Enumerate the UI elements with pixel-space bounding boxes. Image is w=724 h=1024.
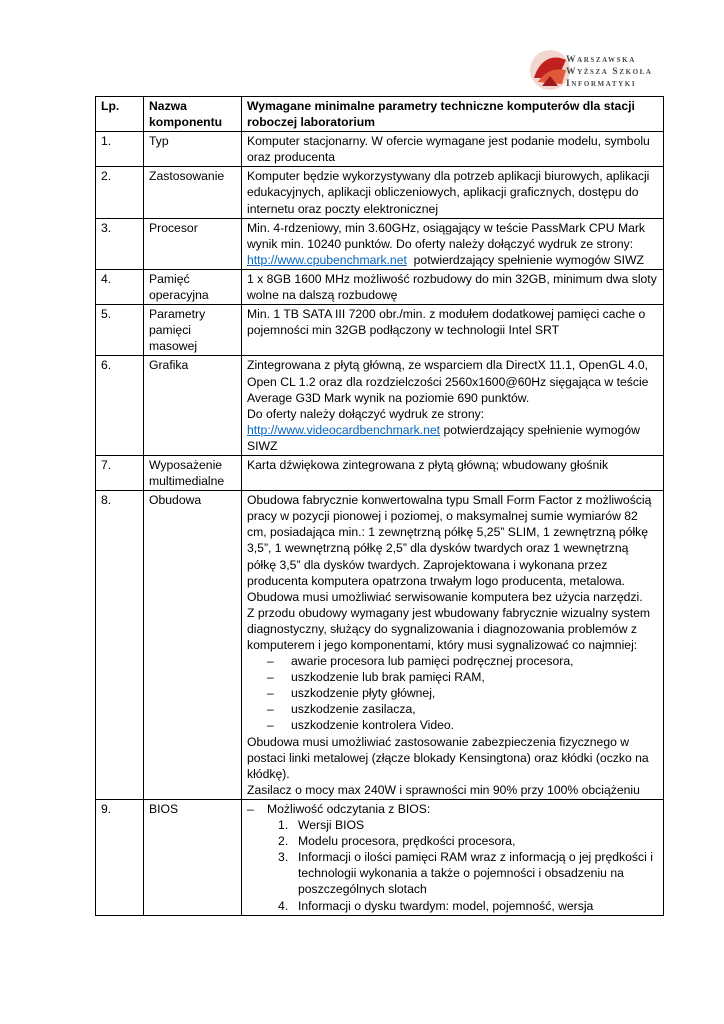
table-row (96, 218, 664, 269)
table-row (96, 132, 664, 167)
list-item: – uszkodzenie płyty głównej, (267, 685, 659, 701)
row-text (242, 218, 664, 269)
row-text (242, 799, 664, 915)
cpubenchmark-link[interactable]: http://www.cpubenchmark.net (247, 252, 407, 267)
spec-table (95, 96, 664, 916)
table-row (96, 167, 664, 218)
list-item: 4. Informacji o dysku twardym: model, pojemność, wersja (295, 898, 659, 914)
bios-list (247, 817, 659, 914)
list-item: – awarie procesora lub pamięci podręcznej procesora, (267, 653, 659, 669)
row-paragraph: Zasilacz o mocy max 240W i sprawności min 90% przy 100% obciążeniu (247, 782, 640, 797)
list-item: – uszkodzenie kontrolera Video. (267, 717, 659, 733)
row-text: Karta dźwiękowa zintegrowana z płytą główną; wbudowany głośnik (242, 455, 664, 490)
logo-line: Informatyki (566, 79, 637, 89)
row-text-part: potwierdzający spełnienie wymogów SIWZ (247, 422, 640, 453)
row-text: 1 x 8GB 1600 MHz możliwość rozbudowy do min 32GB, minimum dwa sloty wolne na dalszą rozbudowę (242, 269, 664, 304)
row-name: Parametry pamięci masowej (144, 305, 242, 356)
row-name: Zastosowanie (144, 167, 242, 218)
table-row (96, 269, 664, 304)
row-name: Obudowa (144, 491, 242, 800)
row-text-part: Min. 4-rdzeniowy, min 3.60GHz, osiągający w teście PassMark CPU Mark wynik min. 10240 punktów. Do oferty należy dołączyć wydruk ze strony: (247, 220, 646, 251)
row-name: Wyposażenie multimedialne (144, 455, 242, 490)
row-lp: 5. (96, 305, 144, 356)
table-row (96, 356, 664, 456)
row-paragraph: Obudowa musi umożliwiać zastosowanie zabezpieczenia fizycznego w postaci linki metalowej (złącze blokady Kensingtona) oraz kłódki (oczko na kłódkę). (247, 734, 649, 781)
header-requirements: Wymagane minimalne parametry techniczne komputerów dla stacji roboczej laboratorium (242, 97, 664, 132)
row-lp: 9. (96, 799, 144, 915)
row-name: Procesor (144, 218, 242, 269)
table-row (96, 455, 664, 490)
row-lp: 8. (96, 491, 144, 800)
row-paragraph: Obudowa fabrycznie konwertowalna typu Small Form Factor z możliwością pracy w pozycji pionowej i poziomej, o maksymalnej sumie wymiarów 82 cm, posiadająca min.: 1 zewnętrzną półkę 5,25” SLIM, 1 zewnętrzną półkę 3,5”, 1 wewnętrzną półkę 2,5” dla dysków twardych oraz 1 wewnętrzną półkę 3,5” dla dysków twardych. Zaprojektowana i wykonana przez producenta komputera opatrzona trwałym logo producenta, metalowa. (247, 493, 652, 588)
row-text-part (247, 422, 659, 454)
row-text (242, 356, 664, 456)
row-paragraph: Obudowa musi umożliwiać serwisowanie komputera bez użycia narzędzi. (247, 589, 643, 604)
row-name: Typ (144, 132, 242, 167)
university-logo (528, 48, 668, 92)
row-name: BIOS (144, 799, 242, 915)
videocardbenchmark-link[interactable]: http://www.videocardbenchmark.net (247, 422, 441, 437)
list-item: – uszkodzenie zasilacza, (267, 701, 659, 717)
row-text-part: potwierdzający spełnienie wymogów SIWZ (406, 252, 644, 267)
bios-intro: – Możliwość odczytania z BIOS: (247, 801, 659, 817)
row-lp: 1. (96, 132, 144, 167)
table-row (96, 305, 664, 356)
table-row (96, 491, 664, 800)
row-text-part: Zintegrowana z płytą główną, ze wsparciem dla DirectX 11.1, OpenGL 4.0, Open CL 1.2 oraz dla rozdzielczości 2560x1600@60Hz sięgająca w teście Average G3D Mark wynik na poziomie 690 punktów. (247, 358, 649, 405)
list-item: 1. Wersji BIOS (295, 817, 659, 833)
row-lp: 7. (96, 455, 144, 490)
list-item: – uszkodzenie lub brak pamięci RAM, (267, 669, 659, 685)
logo-line: Wyższa Szkoła (566, 67, 653, 77)
table-row (96, 799, 664, 915)
logo-text (566, 54, 676, 90)
row-text: Komputer stacjonarny. W ofercie wymagane jest podanie modelu, symbolu oraz producenta (242, 132, 664, 167)
logo-line: Warszawska (566, 55, 636, 65)
row-text: Komputer będzie wykorzystywany dla potrzeb aplikacji biurowych, aplikacji edukacyjnych, aplikacji obliczeniowych, aplikacji graficznych, dostępu do internetu oraz poczty elektronicznej (242, 167, 664, 218)
row-name: Pamięć operacyjna (144, 269, 242, 304)
row-lp: 4. (96, 269, 144, 304)
list-item: 2. Modelu procesora, prędkości procesora, (295, 833, 659, 849)
diagnostic-list (247, 653, 659, 733)
row-text (242, 491, 664, 800)
row-lp: 2. (96, 167, 144, 218)
row-text-part: Do oferty należy dołączyć wydruk ze strony: (247, 406, 485, 421)
header-lp: Lp. (96, 97, 144, 132)
table-header-row (96, 97, 664, 132)
row-name: Grafika (144, 356, 242, 456)
list-item: 3. Informacji o ilości pamięci RAM wraz z informacją o jej prędkości i technologii wykonania a także o pojemności i obsadzeniu na poszczególnych slotach (295, 849, 659, 897)
row-lp: 6. (96, 356, 144, 456)
row-paragraph: Z przodu obudowy wymagany jest wbudowany fabrycznie wizualny system diagnostyczny, służący do sygnalizowania i diagnozowania problemów z komputerem i jego komponentami, który musi sygnalizować co najmniej: (247, 605, 651, 652)
row-lp: 3. (96, 218, 144, 269)
header-name: Nazwa komponentu (144, 97, 242, 132)
row-text: Min. 1 TB SATA III 7200 obr./min. z modułem dodatkowej pamięci cache o pojemności min 32GB podłączony w technologii Intel SRT (242, 305, 664, 356)
